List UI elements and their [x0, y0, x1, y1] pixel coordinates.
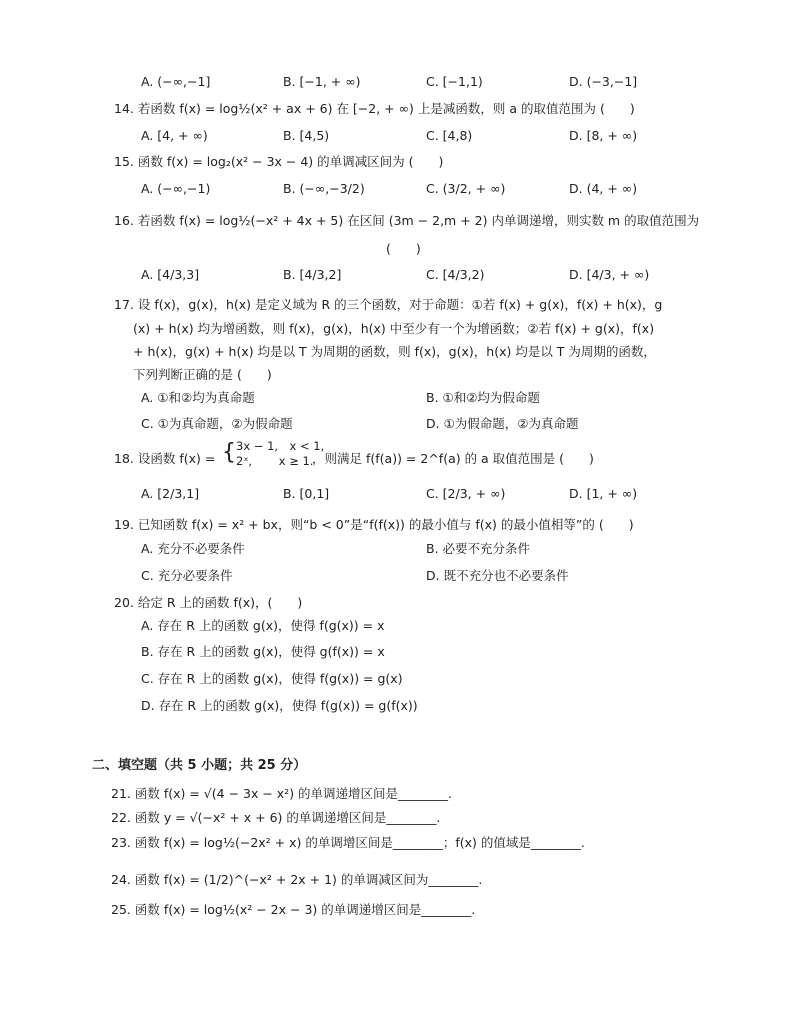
q19-text: 19. 已知函数 f(x) = x² + bx，则“b < 0”是“f(f(x)) 的最小值与 f(x) 的最小值相等”的 ( ) [114, 517, 634, 532]
q16-option-c: C. [4/3,2) [426, 267, 485, 282]
q19-option-c: C. 充分必要条件 [141, 568, 233, 583]
q18-case-1: 3x − 1, x < 1, [236, 439, 325, 453]
q18-case-2: 2ˣ, x ≥ 1. [236, 454, 314, 468]
q18-option-a: A. [2/3,1] [141, 486, 200, 501]
q15-option-d: D. (4, + ∞) [569, 181, 638, 196]
q24-text: 24. 函数 f(x) = (1/2)^(−x² + 2x + 1) 的单调减区间为________. [111, 872, 483, 887]
q17-line-2: (x) + h(x) 均为增函数，则 f(x)，g(x)，h(x) 中至少有一个为增函数；②若 f(x) + g(x)，f(x) [133, 321, 655, 336]
q18-brace: { [222, 440, 236, 465]
q14-text: 14. 若函数 f(x) = log½(x² + ax + 6) 在 [−2, + ∞) 上是减函数，则 a 的取值范围为 ( ) [114, 101, 635, 116]
q17-line-1: 17. 设 f(x)，g(x)，h(x) 是定义域为 R 的三个函数，对于命题：①若 f(x) + g(x)，f(x) + h(x)，g [114, 297, 663, 312]
q14-option-c: C. [4,8) [426, 128, 473, 143]
q19-option-a: A. 充分不必要条件 [141, 541, 245, 556]
q18-suffix: ，则满足 f(f(a)) = 2^f(a) 的 a 取值范围是 ( ) [312, 451, 594, 466]
q15-option-a: A. (−∞,−1) [141, 181, 211, 196]
q20-option-b: B. 存在 R 上的函数 g(x)，使得 g(f(x)) = x [141, 644, 385, 659]
q20-option-c: C. 存在 R 上的函数 g(x)，使得 f(g(x)) = g(x) [141, 671, 403, 686]
q18-option-d: D. [1, + ∞) [569, 486, 638, 501]
q15-option-c: C. (3/2, + ∞) [426, 181, 506, 196]
q17-option-d: D. ①为假命题，②为真命题 [426, 416, 579, 431]
q18-prefix: 18. 设函数 f(x) = [114, 451, 216, 466]
q23-text: 23. 函数 f(x) = log½(−2x² + x) 的单调增区间是________；f(x) 的值域是________. [111, 835, 585, 850]
q25-text: 25. 函数 f(x) = log½(x² − 2x − 3) 的单调递增区间是________. [111, 902, 476, 917]
q17-option-b: B. ①和②均为假命题 [426, 390, 540, 405]
q18-option-c: C. [2/3, + ∞) [426, 486, 506, 501]
q16-option-a: A. [4/3,3] [141, 267, 200, 282]
q13-option-a: A. (−∞,−1] [141, 74, 211, 89]
q13-option-d: D. (−3,−1] [569, 74, 638, 89]
q20-option-a: A. 存在 R 上的函数 g(x)，使得 f(g(x)) = x [141, 618, 385, 633]
q15-option-b: B. (−∞,−3/2) [283, 181, 365, 196]
section-heading-fill-in: 二、填空题（共 5 小题；共 25 分） [92, 758, 307, 773]
q20-text: 20. 给定 R 上的函数 f(x)，( ) [114, 595, 303, 610]
q14-option-d: D. [8, + ∞) [569, 128, 638, 143]
q14-option-b: B. [4,5) [283, 128, 330, 143]
q16-option-d: D. [4/3, + ∞) [569, 267, 650, 282]
q22-text: 22. 函数 y = √(−x² + x + 6) 的单调递增区间是________. [111, 810, 441, 825]
q18-option-b: B. [0,1] [283, 486, 330, 501]
q17-option-a: A. ①和②均为真命题 [141, 390, 255, 405]
q19-option-d: D. 既不充分也不必要条件 [426, 568, 569, 583]
q14-option-a: A. [4, + ∞) [141, 128, 208, 143]
q19-option-b: B. 必要不充分条件 [426, 541, 531, 556]
q15-text: 15. 函数 f(x) = log₂(x² − 3x − 4) 的单调减区间为 ( ) [114, 154, 444, 169]
q17-line-4: 下列判断正确的是 ( ) [133, 367, 272, 382]
q17-option-c: C. ①为真命题，②为假命题 [141, 416, 293, 431]
q13-option-c: C. [−1,1) [426, 74, 483, 89]
q16-answer-paren: ( ) [386, 241, 421, 256]
q16-text: 16. 若函数 f(x) = log½(−x² + 4x + 5) 在区间 (3m − 2,m + 2) 内单调递增，则实数 m 的取值范围为 [114, 213, 700, 228]
q20-option-d: D. 存在 R 上的函数 g(x)，使得 f(g(x)) = g(f(x)) [141, 698, 418, 713]
q21-text: 21. 函数 f(x) = √(4 − 3x − x²) 的单调递增区间是________. [111, 786, 453, 801]
q13-option-b: B. [−1, + ∞) [283, 74, 361, 89]
q17-line-3: + h(x)，g(x) + h(x) 均是以 T 为周期的函数，则 f(x)，g(x)，h(x) 均是以 T 为周期的函数， [133, 344, 656, 359]
q16-option-b: B. [4/3,2] [283, 267, 342, 282]
